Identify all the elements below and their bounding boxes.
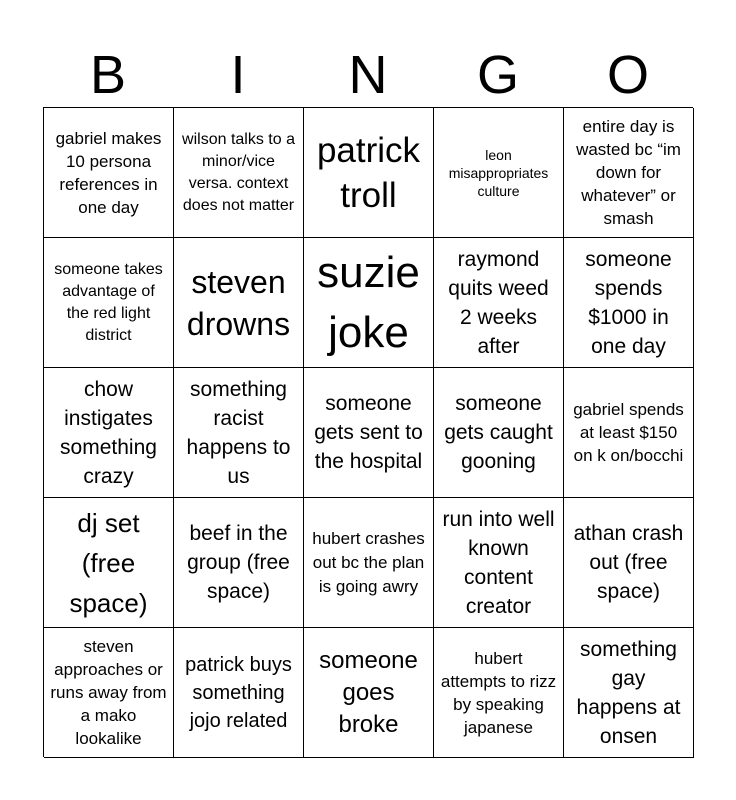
header-letter-o: O bbox=[606, 45, 649, 105]
bingo-cell-text: steven approaches or runs away from a mako lookalike bbox=[50, 637, 167, 748]
bingo-cell-r2c4[interactable] bbox=[434, 238, 564, 368]
bingo-cell-r3c3[interactable] bbox=[304, 368, 434, 498]
bingo-cell-r1c2[interactable] bbox=[174, 108, 304, 238]
bingo-cell-r4c2[interactable] bbox=[174, 498, 304, 628]
bingo-cell-text: someone takes advantage of the red light district bbox=[54, 260, 163, 344]
bingo-cell-r4c3[interactable] bbox=[304, 498, 434, 628]
header-letter-b: B bbox=[89, 45, 127, 105]
bingo-cell-r2c1[interactable] bbox=[44, 238, 174, 368]
bingo-cell-text: gabriel spends at least $150 on k on/bocchi bbox=[573, 400, 684, 465]
bingo-cell-text: leon misappropriates culture bbox=[448, 146, 549, 199]
bingo-cell-text: hubert crashes out bc the plan is going awry bbox=[312, 528, 425, 596]
bingo-cell-text: run into well known content creator bbox=[442, 507, 555, 618]
bingo-cell-r4c1[interactable] bbox=[44, 498, 174, 628]
bingo-cell-r3c2[interactable] bbox=[174, 368, 304, 498]
header-letter-i: I bbox=[230, 45, 246, 105]
bingo-cell-text: something gay happens at onsen bbox=[576, 637, 681, 748]
bingo-cell-r3c1[interactable] bbox=[44, 368, 174, 498]
bingo-cell-r3c4[interactable] bbox=[434, 368, 564, 498]
bingo-cell-text: something racist happens to us bbox=[186, 377, 291, 488]
header-letter-g: G bbox=[476, 45, 519, 105]
bingo-cell-r1c4[interactable] bbox=[434, 108, 564, 238]
bingo-cell-text: dj set (free space) bbox=[69, 507, 148, 618]
bingo-cell-text: gabriel makes 10 persona references in one day bbox=[55, 128, 162, 217]
bingo-header bbox=[43, 42, 693, 108]
bingo-cell-text: wilson talks to a minor/vice versa. context does not matter bbox=[182, 130, 295, 214]
bingo-cell-r2c2[interactable] bbox=[174, 238, 304, 368]
bingo-cell-r5c2[interactable] bbox=[174, 628, 304, 758]
bingo-cell-r5c3[interactable] bbox=[304, 628, 434, 758]
bingo-cell-r5c5[interactable] bbox=[564, 628, 694, 758]
bingo-cell-text: athan crash out (free space) bbox=[573, 522, 684, 603]
bingo-cell-r4c4[interactable] bbox=[434, 498, 564, 628]
bingo-cell-r4c5[interactable] bbox=[564, 498, 694, 628]
bingo-cell-r1c3[interactable] bbox=[304, 108, 434, 238]
bingo-cell-r3c5[interactable] bbox=[564, 368, 694, 498]
bingo-cell-r2c5[interactable] bbox=[564, 238, 694, 368]
bingo-cell-r1c5[interactable] bbox=[564, 108, 694, 238]
bingo-cell-text: someone gets sent to the hospital bbox=[314, 392, 423, 473]
bingo-cell-r5c1[interactable] bbox=[44, 628, 174, 758]
bingo-cell-text: suzie joke bbox=[317, 247, 420, 357]
bingo-cell-text: someone goes broke bbox=[319, 646, 418, 738]
bingo-cell-r5c4[interactable] bbox=[434, 628, 564, 758]
bingo-cell-text: beef in the group (free space) bbox=[187, 522, 290, 603]
bingo-cell-text: someone spends $1000 in one day bbox=[585, 247, 672, 358]
bingo-cell-r2c3[interactable] bbox=[304, 238, 434, 368]
bingo-cell-text: hubert attempts to rizz by speaking japanese bbox=[440, 648, 557, 737]
header-letter-n: N bbox=[348, 45, 388, 105]
bingo-cell-text: someone gets caught gooning bbox=[444, 392, 553, 473]
bingo-cell-text: patrick troll bbox=[316, 130, 421, 215]
bingo-grid bbox=[43, 107, 693, 757]
bingo-cell-text: raymond quits weed 2 weeks after bbox=[448, 247, 549, 358]
bingo-cell-text: steven drowns bbox=[186, 263, 291, 342]
bingo-cell-r1c1[interactable] bbox=[44, 108, 174, 238]
bingo-cell-text: chow instigates something crazy bbox=[60, 377, 157, 488]
bingo-cell-text: patrick buys something jojo related bbox=[185, 653, 292, 732]
bingo-cell-text: entire day is wasted bc “im down for whatever” or smash bbox=[576, 117, 681, 228]
